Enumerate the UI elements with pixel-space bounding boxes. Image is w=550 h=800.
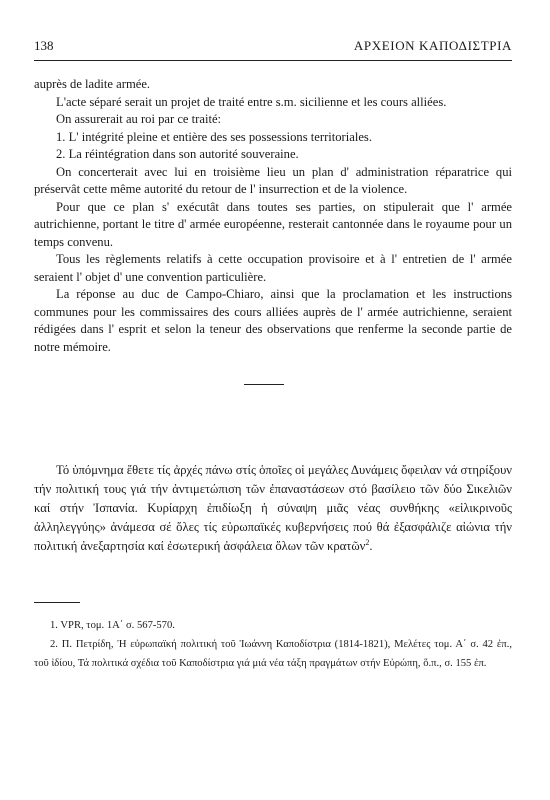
paragraph: La réponse au duc de Campo-Chiaro, ainsi que la proclamation et les instructions communes pour les commissaires des cours alliées auprès de l' armée autrichienne, seraient rédigées dans l' esprit et selon la teneur des observations que renferme la seconde partie de notre mémoire. xyxy=(34,287,512,354)
page-number: 138 xyxy=(34,38,54,53)
paragraph: Tous les règlements relatifs à cette occupation provisoire et à l' entretien de l' armée seraient l' objet d' une convention particulière. xyxy=(34,252,512,284)
footnotes xyxy=(34,616,512,673)
french-text-block xyxy=(34,76,512,356)
paragraph: L'acte séparé serait un projet de traité entre s.m. sicilienne et les cours alliées. xyxy=(56,94,447,109)
page-header xyxy=(34,38,512,58)
greek-paragraph xyxy=(34,461,512,556)
paragraph: Pour que ce plan s' exécutât dans toutes ses parties, on stipulerait que l' armée autrichienne, portant le titre d' armée européenne, resterait cantonnée dans le royaume pour un temps convenu. xyxy=(34,199,512,249)
footnote-1: 1. VPR, τομ. 1Α΄ σ. 567-570. xyxy=(50,620,175,631)
paragraph: On assurerait au roi par ce traité: xyxy=(56,112,222,126)
paragraph: On concerterait avec lui en troisième lieu un plan d' administration réparatrice qui préservât cette même autorité du retour de l' insurrection et de la violence. xyxy=(34,164,512,196)
footnote-ref: 2 xyxy=(365,537,370,547)
header-rule xyxy=(34,60,512,61)
paragraph: 1. L' intégrité pleine et entière des ses possessions territoriales. xyxy=(56,129,372,144)
paragraph: auprès de ladite armée. xyxy=(34,77,151,91)
paragraph: 2. La réintégration dans son autorité souveraine. xyxy=(56,147,299,161)
section-separator xyxy=(244,384,284,385)
greek-text-end: . xyxy=(369,539,373,553)
footnote-2: 2. Π. Πετρίδη, Ἡ εὐρωπαϊκή πολιτική τοῦ Ἰωάννη Καποδίστρια (1814-1821), Μελέτες τομ. Α΄ σ. 42 ἐπ., τοῦ ἰδίου, Τά πολιτικά σχέδια τοῦ Καποδίστρια γιά μιά νέα τάξη πραγμάτων στήν Εὐρώπη, ὅ.π., σ. 155 ἐπ. xyxy=(34,639,512,669)
greek-text: Τό ὑπόμνημα ἔθετε τίς ἀρχές πάνω στίς ὁποῖες οἱ μεγάλες Δυνάμεις ὄφειλαν νά στηρίξουν τήν πολιτική τους γιά τήν ἀντιμετώπιση τῶν ἐπαναστάσεων στό βασίλειο τῶν δύο Σικελιῶν καί στήν Ἰσπανία. Κυρίαρχη ἐπιδίωξη ἡ σύναψη μιᾶς νέας συνθήκης «εἰλικρινοῦς ἀλληλεγγύης» ἀνάμεσα σέ ὅλες τίς εὐρωπαϊκές κυβερνήσεις πού θά ἐξασφάλιζε αἰώνια τήν πολιτική ἀνεξαρτησία καί ἐσωτερική ἀσφάλεια ὅλων τῶν κρατῶν xyxy=(34,463,512,553)
running-head: ΑΡΧΕΙΟΝ ΚΑΠΟΔΙΣΤΡΙΑ xyxy=(353,38,512,53)
greek-commentary xyxy=(34,461,512,556)
footnote-rule xyxy=(34,602,80,603)
